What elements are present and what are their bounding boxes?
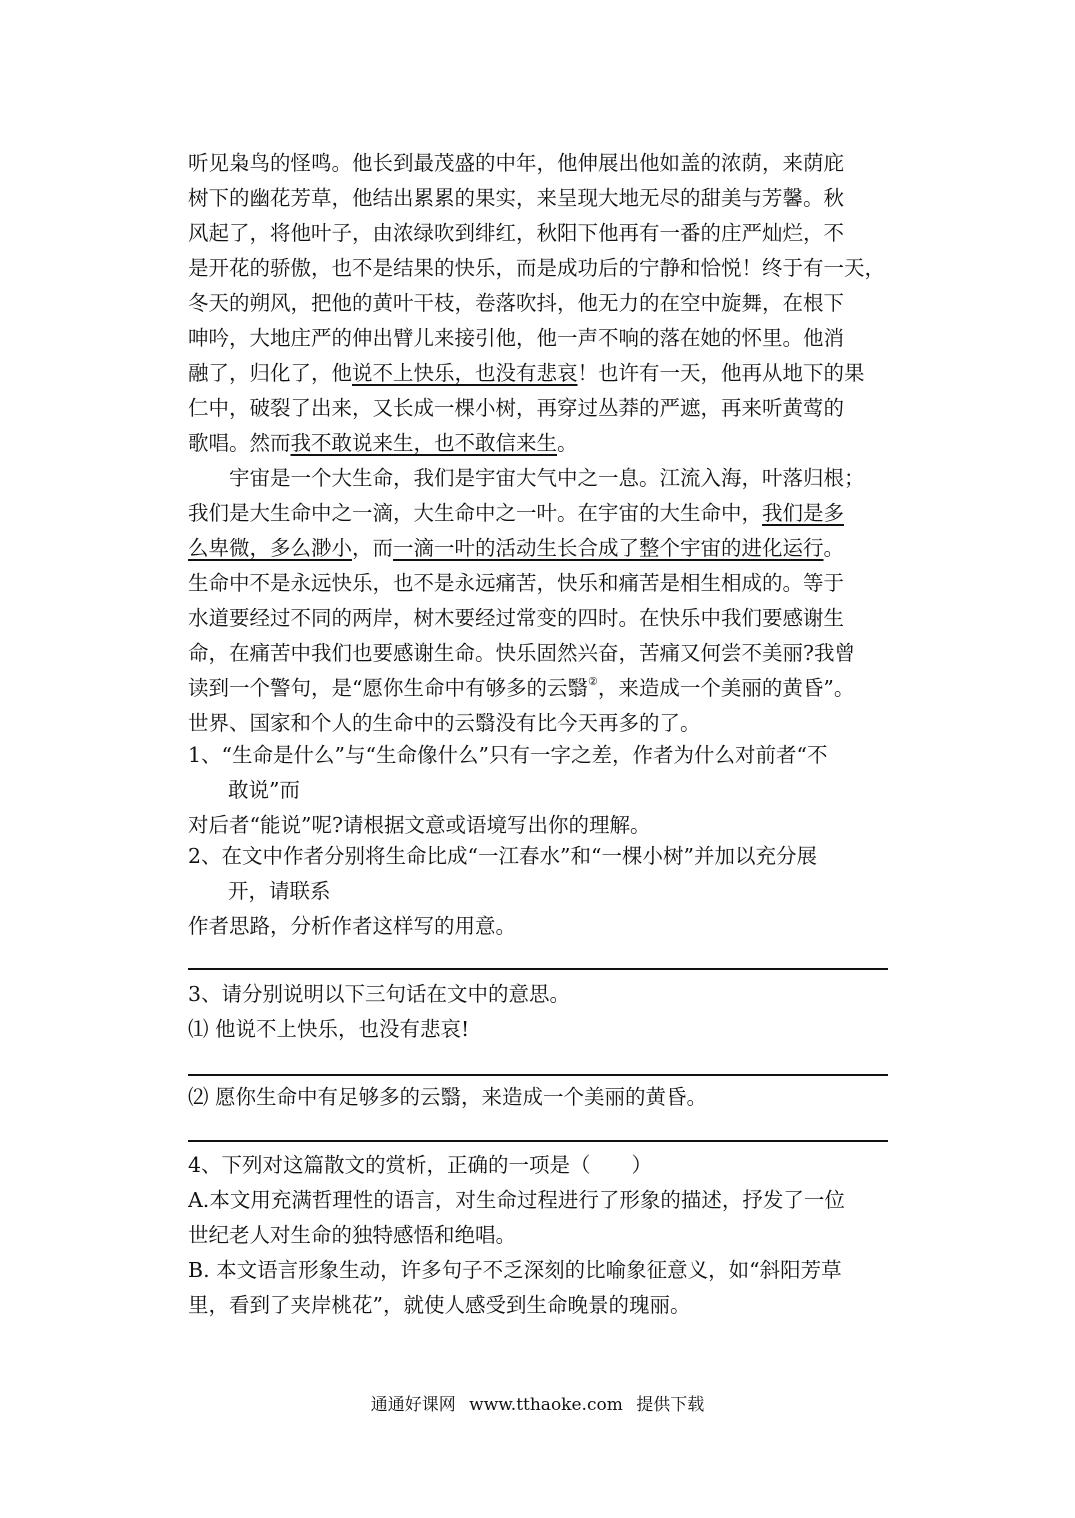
text-run: 。	[557, 431, 578, 455]
text-run: 读到一个警句，是“愿你生命中有够多的云翳	[188, 676, 588, 700]
passage-line: 树下的幽花芳草，他结出累累的果实，来呈现大地无尽的甜美与芳馨。秋	[188, 186, 844, 210]
underlined-phrase: 我不敢说来生，也不敢信来生	[290, 431, 557, 455]
option-a-line: A.本文用充满哲理性的语言，对生命过程进行了形象的描述，抒发了一位	[188, 1188, 845, 1212]
page-footer	[0, 1390, 1075, 1415]
passage	[188, 146, 888, 741]
underlined-phrase: 我们是多	[762, 501, 844, 525]
underlined-phrase: 么卑微，多么渺小	[188, 536, 352, 560]
passage-line: 生命中不是永远快乐，也不是永远痛苦，快乐和痛苦是相生相成的。等于	[188, 571, 844, 595]
answer-line	[188, 1074, 888, 1076]
passage-line	[188, 531, 888, 566]
text-run: 歌唱。然而	[188, 431, 291, 455]
passage-line: 水道要经过不同的两岸，树木要经过常变的四时。在快乐中我们要感谢生	[188, 606, 844, 630]
passage-line: 呻吟，大地庄严的伸出臂儿来接引他，他一声不响的落在她的怀里。他消	[188, 326, 844, 350]
option-b-line: 里，看到了夹岸桃花”，就使人感受到生命晚景的瑰丽。	[188, 1293, 691, 1317]
passage-line	[188, 426, 888, 461]
question-line: 开，请联系	[228, 879, 331, 903]
footer-site-name: 通通好课网	[370, 1395, 456, 1415]
passage-line	[188, 356, 888, 391]
underlined-phrase: 说不上快乐，也没有悲哀	[352, 361, 578, 385]
text-run: 。	[823, 536, 844, 560]
passage-line: 冬天的朔风，把他的黄叶干枝，卷落吹抖，他无力的在空中旋舞，在根下	[188, 291, 844, 315]
footer-url: www.tthaoke.com	[469, 1395, 623, 1415]
sub-question: ⑴ 他说不上快乐，也没有悲哀!	[188, 1017, 470, 1041]
question-3	[188, 977, 888, 1047]
passage-line	[188, 671, 888, 706]
passage-line: 听见枭鸟的怪鸣。他长到最茂盛的中年，他伸展出他如盖的浓荫，来荫庇	[188, 151, 844, 175]
question-3-part-2	[188, 1080, 888, 1115]
question-4	[188, 1148, 888, 1323]
text-run: ，来造成一个美丽的黄昏”。	[597, 676, 855, 700]
text-run: ！也许有一天，他再从地下的果	[577, 361, 865, 385]
question-line: 2、在文中作者分别将生命比成“一江春水”和“一棵小树”并加以充分展	[188, 844, 817, 868]
underlined-phrase: 一滴一叶的活动生长合成了整个宇宙的进化运行	[393, 536, 824, 560]
question-line: 敢说”而	[228, 778, 300, 802]
sub-question: ⑵ 愿你生命中有足够多的云翳，来造成一个美丽的黄昏。	[188, 1085, 708, 1109]
footnote-marker: ②	[587, 675, 598, 689]
text-run: 融了，归化了，他	[188, 361, 352, 385]
text-run: 我们是大生命中之一滴，大生命中之一叶。在宇宙的大生命中，	[188, 501, 762, 525]
passage-line: 宇宙是一个大生命，我们是宇宙大气中之一息。江流入海，叶落归根；	[229, 466, 865, 490]
option-b-line: B. 本文语言形象生动，许多句子不乏深刻的比喻象征意义，如“斜阳芳草	[188, 1258, 842, 1282]
text-run: ，而	[352, 536, 393, 560]
answer-line	[188, 968, 888, 970]
question-2	[188, 839, 888, 944]
option-a-line: 世纪老人对生命的独特感悟和绝唱。	[188, 1223, 516, 1247]
question-line: 1、“生命是什么”与“生命像什么”只有一字之差，作者为什么对前者“不	[188, 743, 828, 767]
question-line: 作者思路，分析作者这样写的用意。	[188, 914, 516, 938]
question-1	[188, 738, 888, 843]
question-line: 3、请分别说明以下三句话在文中的意思。	[188, 982, 571, 1006]
passage-line: 仁中，破裂了出来，又长成一棵小树，再穿过丛莽的严遮，再来听黄莺的	[188, 396, 844, 420]
footer-note: 提供下载	[636, 1395, 705, 1415]
question-line: 4、下列对这篇散文的赏析，正确的一项是（ ）	[188, 1153, 653, 1177]
answer-line	[188, 1140, 888, 1142]
question-line: 对后者“能说”呢?请根据文意或语境写出你的理解。	[188, 813, 651, 837]
passage-line	[188, 496, 888, 531]
passage-line: 风起了，将他叶子，由浓绿吹到绯红，秋阳下他再有一番的庄严灿烂，不	[188, 221, 844, 245]
passage-line: 世界、国家和个人的生命中的云翳没有比今天再多的了。	[188, 711, 701, 735]
passage-line: 是开花的骄傲，也不是结果的快乐，而是成功后的宁静和恰悦！终于有一天，	[188, 256, 885, 280]
passage-line: 命，在痛苦中我们也要感谢生命。快乐固然兴奋，苦痛又何尝不美丽?我曾	[188, 641, 855, 665]
